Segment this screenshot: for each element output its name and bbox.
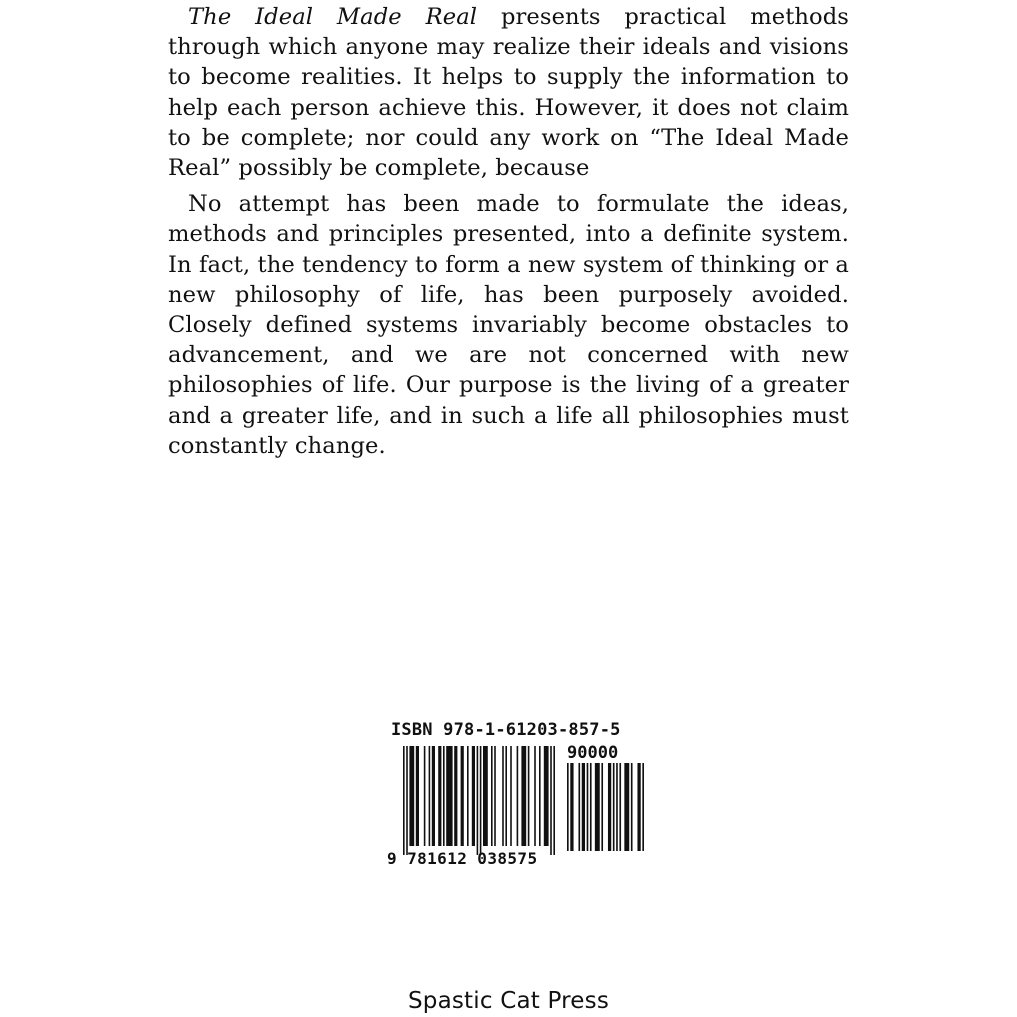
ean-bar <box>517 746 519 846</box>
ean-bar <box>461 746 464 846</box>
ean-bar <box>472 746 475 846</box>
addon-bar <box>616 763 618 851</box>
ean-bar <box>544 746 549 846</box>
addon-bar <box>570 763 573 851</box>
ean-bar <box>477 746 479 855</box>
isbn-label: ISBN 978-1-61203-857-5 <box>391 720 621 740</box>
ean-bar <box>539 746 541 846</box>
ean-bar <box>403 746 405 855</box>
price-code: 90000 <box>567 743 619 763</box>
addon-bar <box>642 763 644 851</box>
publisher-name-wrap <box>0 988 1017 1014</box>
ean-bar <box>432 746 435 846</box>
addon-bar <box>567 763 569 851</box>
ean-bar <box>534 746 536 846</box>
ean-bar <box>550 746 552 855</box>
ean-bar <box>480 746 482 855</box>
ean-bar <box>416 746 419 846</box>
addon-bar <box>601 763 603 851</box>
addon-bar <box>637 763 640 851</box>
publisher-name: Spastic Cat Press <box>407 988 610 1014</box>
ean-bar <box>467 746 469 846</box>
addon-bar <box>613 763 615 851</box>
ean-bar <box>409 746 414 846</box>
ean-bar <box>528 746 530 846</box>
ean-bar <box>494 746 496 846</box>
ean-bar <box>446 746 452 846</box>
ean-bar <box>483 746 488 846</box>
paragraph-philosophy: No attempt has been made to formulate the ideas, methods and principles presented, into a definite system. In fact, the tendency to form a new system of thinking or a new philosophy of life, has been purposely avoided. Closely defined systems invariably become obstacles to advancement, and we are not concerned with new philosophies of life. Our purpose is the living of a greater and a greater life, and in such a life all philosophies must constantly change. <box>168 191 849 459</box>
ean-bar <box>491 746 493 846</box>
addon-bar <box>631 763 633 851</box>
ean-bar <box>502 746 504 846</box>
ean-bar <box>429 746 431 846</box>
ean-bar <box>553 746 555 855</box>
ean-bar <box>510 746 512 846</box>
addon-bar <box>582 763 585 851</box>
addon-bar <box>595 763 600 851</box>
addon-bar <box>608 763 611 851</box>
ean-bar <box>443 746 445 846</box>
ean-bar <box>406 746 408 855</box>
paragraph-intro-text: presents practical methods through which anyone may realize their ideals and visions to become realities. It helps to supply the information to help each person achieve this. However, it does not claim to be complete; nor could any work on “The Ideal Made Real” possibly be complete, because <box>168 4 849 182</box>
ean-bar <box>454 746 457 846</box>
addon-bar <box>619 763 621 851</box>
ean-bar <box>424 746 426 846</box>
addon-bar <box>590 763 592 851</box>
addon-bar <box>578 763 580 851</box>
ean-digits: 9 781612 038575 <box>387 849 538 868</box>
addon-bar <box>624 763 629 851</box>
ean-bar <box>521 746 526 846</box>
ean-bar <box>505 746 507 846</box>
addon-bar <box>587 763 589 851</box>
book-title: The Ideal Made Real <box>188 4 478 30</box>
ean-bar <box>438 746 441 846</box>
